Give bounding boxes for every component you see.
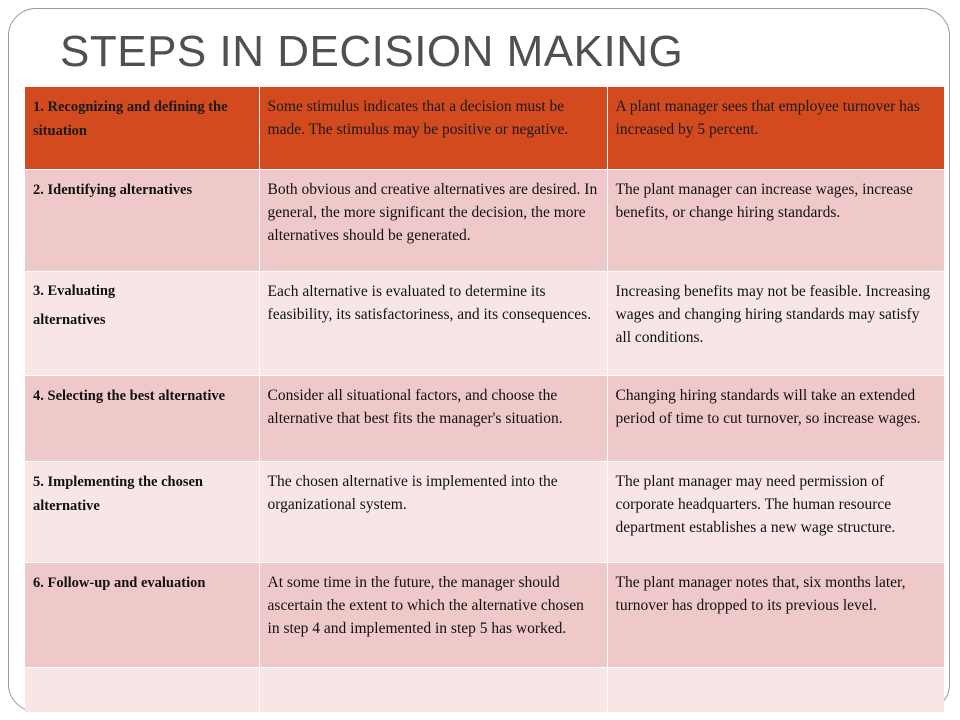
example-cell: A plant manager sees that employee turnover has increased by 5 percent. — [607, 87, 944, 169]
step-label-line: alternatives — [33, 311, 106, 328]
step-cell — [25, 169, 259, 271]
description-cell: Consider all situational factors, and choose the alternative that best fits the manager's situation. — [259, 375, 607, 461]
table-row — [25, 271, 944, 375]
step-cell — [25, 461, 259, 562]
step-label: 1. Recognizing and defining the situation — [33, 99, 228, 139]
empty-cell — [25, 667, 259, 712]
table-row — [25, 375, 944, 461]
table-row-empty — [25, 667, 944, 712]
example-cell: Increasing benefits may not be feasible. Increasing wages and changing hiring standards may satisfy all conditions. — [607, 271, 944, 375]
table-row — [25, 169, 944, 271]
slide-title: STEPS IN DECISION MAKING — [60, 27, 684, 76]
example-cell: Changing hiring standards will take an extended period of time to cut turnover, so increase wages. — [607, 375, 944, 461]
example-cell: The plant manager may need permission of corporate headquarters. The human resource department establishes a new wage structure. — [607, 461, 944, 562]
empty-cell — [607, 667, 944, 712]
description-cell: Each alternative is evaluated to determine its feasibility, its satisfactoriness, and its consequences. — [259, 271, 607, 375]
table-row — [25, 461, 944, 562]
example-cell: The plant manager can increase wages, increase benefits, or change hiring standards. — [607, 169, 944, 271]
step-label — [33, 280, 251, 332]
decision-steps-table — [25, 87, 944, 713]
step-label: 4. Selecting the best alternative — [33, 387, 226, 404]
step-label: 6. Follow-up and evaluation — [33, 574, 206, 591]
table-row — [25, 562, 944, 667]
table-row — [25, 87, 944, 169]
example-cell: The plant manager notes that, six months later, turnover has dropped to its previous level. — [607, 562, 944, 667]
step-label: 2. Identifying alternatives — [33, 181, 193, 198]
description-cell: At some time in the future, the manager should ascertain the extent to which the alternative chosen in step 4 and implemented in step 5 has worked. — [259, 562, 607, 667]
description-cell: Both obvious and creative alternatives are desired. In general, the more significant the decision, the more alternatives should be generated. — [259, 169, 607, 271]
step-cell — [25, 375, 259, 461]
step-label: 5. Implementing the chosen alternative — [33, 473, 203, 514]
step-label-line: 3. Evaluating — [33, 282, 116, 299]
step-cell — [25, 87, 259, 169]
step-cell — [25, 562, 259, 667]
empty-cell — [259, 667, 607, 712]
step-cell — [25, 271, 259, 375]
description-cell: The chosen alternative is implemented into the organizational system. — [259, 461, 607, 562]
description-cell: Some stimulus indicates that a decision must be made. The stimulus may be positive or negative. — [259, 87, 607, 169]
